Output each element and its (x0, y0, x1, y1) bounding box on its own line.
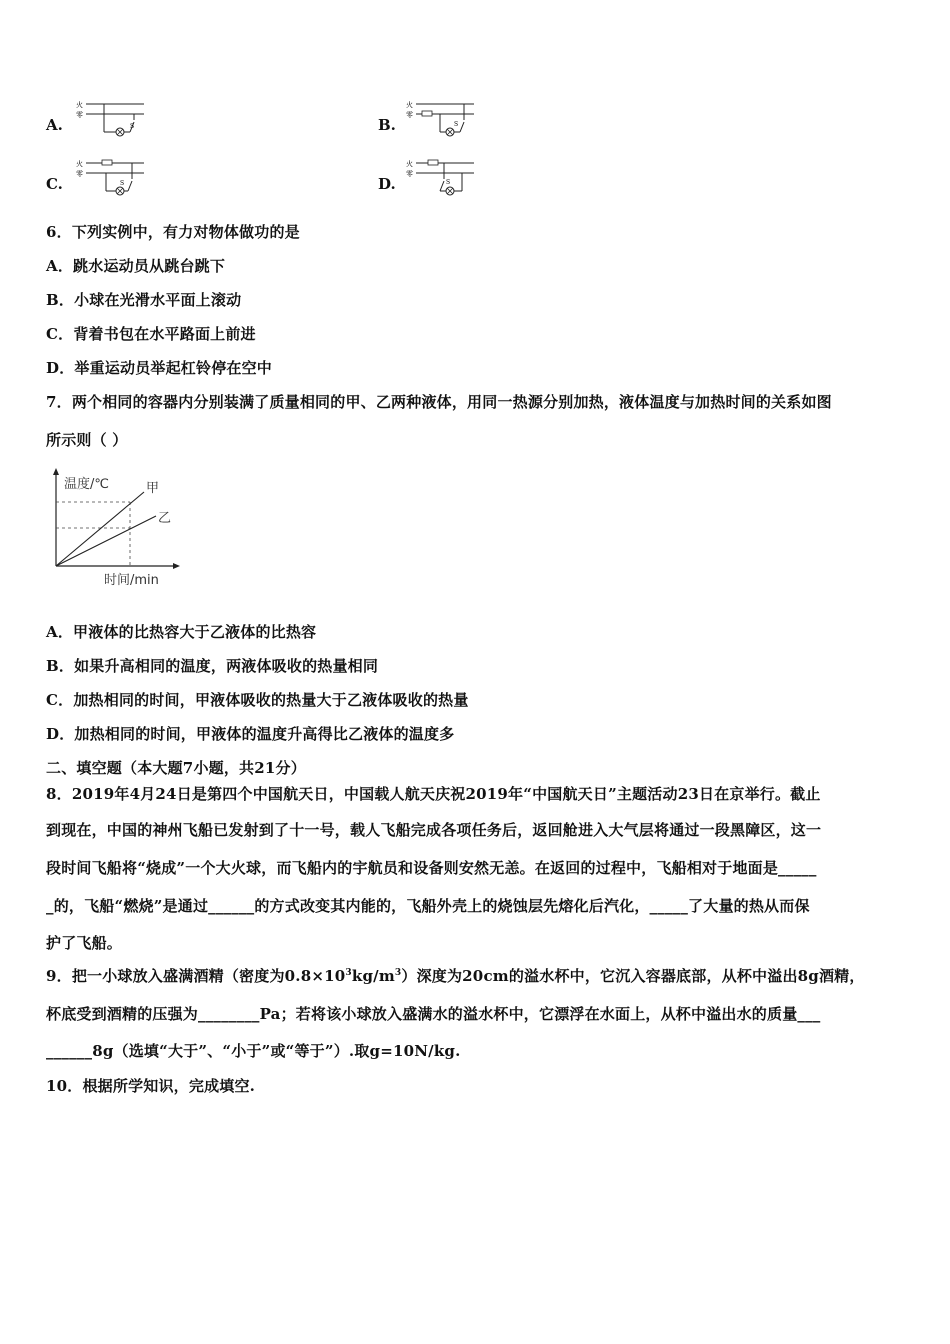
fuse-icon (422, 111, 432, 116)
svg-text:S: S (454, 121, 459, 128)
q6-option-a: A．跳水运动员从跳台跳下 (46, 257, 226, 275)
neutral-wire-label: 零 (76, 170, 83, 178)
series-label-yi: 乙 (158, 511, 172, 526)
option-b-label: B. (378, 116, 396, 134)
question-10-stem: 10．根据所学知识，完成填空. (46, 1077, 256, 1095)
circuit-diagram-a (74, 98, 148, 144)
switch-icon (128, 181, 132, 191)
question-7-stem-line2: 所示则（ ） (46, 431, 128, 449)
fire-wire-label: 火 (76, 101, 83, 109)
q6-option-c: C．背着书包在水平路面上前进 (46, 325, 256, 343)
neutral-wire-label: 零 (406, 111, 413, 119)
switch-icon (440, 181, 444, 191)
q8-line-2: 到现在，中国的神州飞船已发射到了十一号，载人飞船完成各项任务后，返回舱进入大气层将通过一段黑障区，这一 (46, 821, 822, 839)
circuit-diagram-c (74, 157, 148, 203)
x-axis-arrow-icon (173, 563, 180, 569)
neutral-wire-label: 零 (406, 170, 413, 178)
fire-wire-label: 火 (76, 160, 83, 168)
q9-line-3: ______8g（选填“大于”、“小于”或“等于”）.取g=10N/kg. (46, 1042, 461, 1060)
fire-wire-label: 火 (406, 101, 413, 109)
option-d-label: D. (378, 175, 396, 193)
series-label-jia: 甲 (146, 481, 160, 496)
option-a-label: A. (46, 116, 63, 134)
q6-option-d: D．举重运动员举起杠铃停在空中 (46, 359, 273, 377)
q7-option-b: B．如果升高相同的温度，两液体吸收的热量相同 (46, 657, 379, 675)
fuse-icon (102, 160, 112, 165)
svg-text:S: S (130, 123, 135, 130)
y-axis-arrow-icon (53, 468, 59, 475)
option-c-label: C. (46, 175, 63, 193)
q7-option-d: D．加热相同的时间，甲液体的温度升高得比乙液体的温度多 (46, 725, 455, 743)
svg-text:S: S (446, 179, 451, 186)
q9-line-1: 9．把一小球放入盛满酒精（密度为$0.8\times 10^3kg/m^3$）深度为20cm的溢水杯中，它沉入容器底部，从杯中溢出8g酒精， (46, 967, 865, 985)
circuit-diagram-d (404, 157, 478, 203)
svg-text:S: S (120, 180, 125, 187)
q8-line-5: 护了飞船。 (46, 934, 123, 952)
circuit-diagram-b (404, 98, 478, 144)
x-axis-label: 时间/min (104, 573, 159, 588)
q9-line-2: 杯底受到酒精的压强为________Pa；若将该小球放入盛满水的溢水杯中，它漂浮在水面上，从杯中溢出水的质量___ (46, 1005, 821, 1023)
q8-line-1: 8．2019年4月24日是第四个中国航天日，中国载人航天庆祝2019年“中国航天日”主题活动23日在京举行。截止 (46, 785, 821, 803)
question-6-stem: 6．下列实例中，有力对物体做功的是 (46, 223, 300, 241)
switch-icon (460, 122, 464, 132)
q7-option-c: C．加热相同的时间，甲液体吸收的热量大于乙液体吸收的热量 (46, 691, 469, 709)
question-7-stem-line1: 7．两个相同的容器内分别装满了质量相同的甲、乙两种液体，用同一热源分别加热，液体温度与加热时间的关系如图 (46, 393, 832, 411)
y-axis-label: 温度/℃ (64, 477, 109, 492)
temperature-time-graph (44, 466, 184, 590)
fire-wire-label: 火 (406, 160, 413, 168)
q7-option-a: A．甲液体的比热容大于乙液体的比热容 (46, 623, 317, 641)
q8-line-3: 段时间飞船将“烧成”一个大火球，而飞船内的宇航员和设备则安然无恙。在返回的过程中，飞船相对于地面是_____ (46, 859, 817, 877)
section-2-heading: 二、填空题（本大题7小题，共21分） (46, 759, 306, 777)
q6-option-b: B．小球在光滑水平面上滚动 (46, 291, 242, 309)
neutral-wire-label: 零 (76, 111, 83, 119)
q8-line-4: _的，飞船“燃烧”是通过______的方式改变其内能的，飞船外壳上的烧蚀层先熔化后汽化，_____了大量的热从而保 (46, 897, 810, 915)
fuse-icon (428, 160, 438, 165)
